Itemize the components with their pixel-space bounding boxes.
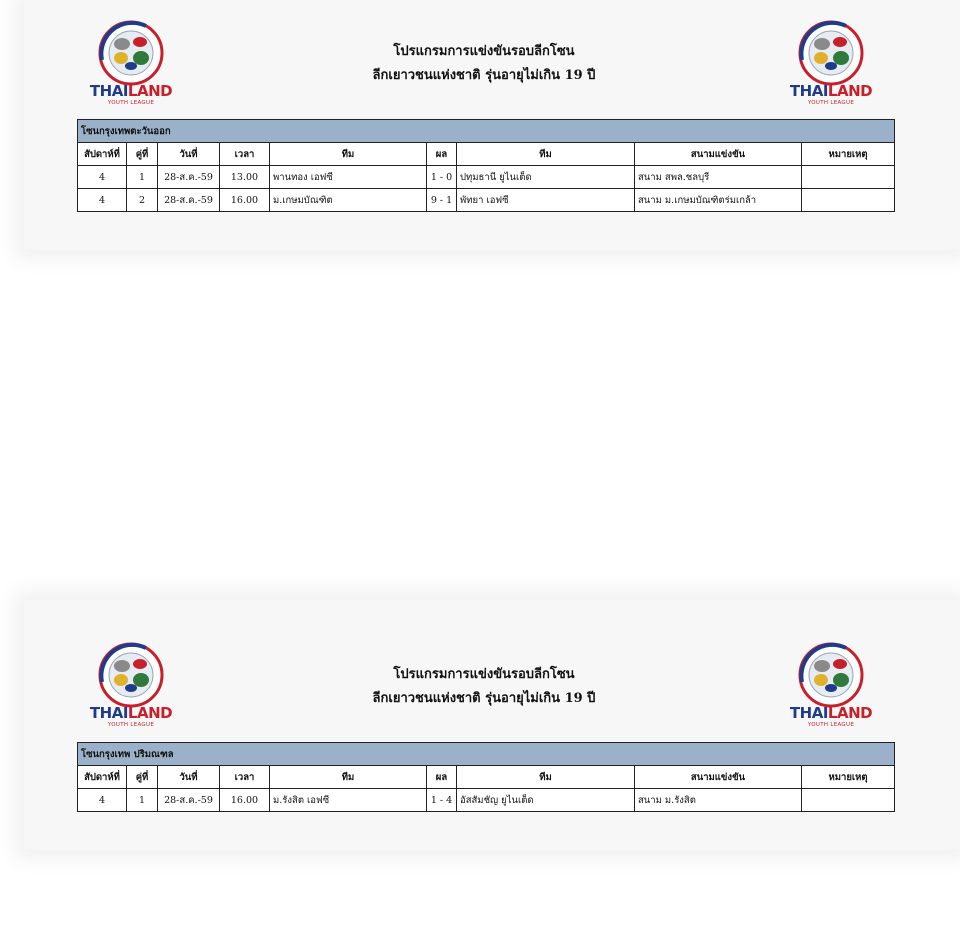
column-header-row	[78, 143, 895, 166]
col-week: สัปดาห์ที่	[78, 766, 127, 789]
cell-date: 28-ส.ค.-59	[158, 166, 220, 189]
cell-home-team: ม.เกษมบัณฑิต	[270, 189, 427, 212]
thailand-youth-league-logo: THAILAND YOUTH LEAGUE	[786, 642, 876, 736]
col-venue: สนามแข่งขัน	[635, 766, 802, 789]
col-note: หมายเหตุ	[802, 766, 895, 789]
col-away-team: ทีม	[457, 143, 635, 166]
schedule-sheet-1	[24, 0, 960, 250]
cell-week: 4	[78, 166, 127, 189]
cell-note	[802, 166, 895, 189]
document-title	[324, 40, 644, 88]
title-line-1: โปรแกรมการแข่งขันรอบลีกโซน	[393, 44, 575, 59]
sheet-header	[24, 0, 960, 116]
col-note: หมายเหตุ	[802, 143, 895, 166]
title-line-2: ลีกเยาวชนแห่งชาติ รุ่นอายุไม่เกิน 19 ปี	[372, 691, 596, 706]
table-row	[78, 166, 895, 189]
cell-away-team: ปทุมธานี ยูไนเต็ด	[457, 166, 635, 189]
cell-venue: สนาม สพล.ชลบุรี	[635, 166, 802, 189]
cell-match: 2	[127, 189, 158, 212]
title-line-2: ลีกเยาวชนแห่งชาติ รุ่นอายุไม่เกิน 19 ปี	[372, 68, 596, 83]
thailand-youth-league-logo: THAILAND YOUTH LEAGUE	[786, 20, 876, 114]
cell-time: 16.00	[220, 789, 270, 812]
cell-week: 4	[78, 789, 127, 812]
cell-time: 13.00	[220, 166, 270, 189]
document-title	[324, 663, 644, 711]
cell-date: 28-ส.ค.-59	[158, 189, 220, 212]
cell-week: 4	[78, 189, 127, 212]
cell-note	[802, 189, 895, 212]
col-score: ผล	[427, 766, 457, 789]
cell-date: 28-ส.ค.-59	[158, 789, 220, 812]
title-line-1: โปรแกรมการแข่งขันรอบลีกโซน	[393, 667, 575, 682]
schedule-table	[77, 119, 895, 212]
cell-away-team: พัทยา เอฟซี	[457, 189, 635, 212]
sheet-header	[24, 600, 960, 740]
col-match: คู่ที่	[127, 143, 158, 166]
zone-title: โซนกรุงเทพตะวันออก	[78, 120, 895, 143]
logo-subtitle: YOUTH LEAGUE	[107, 100, 155, 106]
col-match: คู่ที่	[127, 766, 158, 789]
logo-subtitle: YOUTH LEAGUE	[807, 100, 855, 106]
cell-match: 1	[127, 789, 158, 812]
col-home-team: ทีม	[270, 143, 427, 166]
schedule-sheet-2	[24, 600, 960, 850]
cell-score: 1 - 0	[427, 166, 457, 189]
col-date: วันที่	[158, 766, 220, 789]
logo-subtitle: YOUTH LEAGUE	[107, 722, 155, 728]
cell-time: 16.00	[220, 189, 270, 212]
cell-home-team: พานทอง เอฟซี	[270, 166, 427, 189]
col-week: สัปดาห์ที่	[78, 143, 127, 166]
col-time: เวลา	[220, 143, 270, 166]
schedule-table	[77, 742, 895, 812]
cell-away-team: อัสสัมชัญ ยูไนเต็ด	[457, 789, 635, 812]
cell-match: 1	[127, 166, 158, 189]
col-time: เวลา	[220, 766, 270, 789]
cell-note	[802, 789, 895, 812]
col-score: ผล	[427, 143, 457, 166]
cell-venue: สนาม ม.เกษมบัณฑิตร่มเกล้า	[635, 189, 802, 212]
logo-subtitle: YOUTH LEAGUE	[807, 722, 855, 728]
table-row	[78, 789, 895, 812]
col-away-team: ทีม	[457, 766, 635, 789]
col-home-team: ทีม	[270, 766, 427, 789]
col-date: วันที่	[158, 143, 220, 166]
cell-score: 1 - 4	[427, 789, 457, 812]
thailand-youth-league-logo: THAILAND YOUTH LEAGUE	[86, 642, 176, 736]
zone-header-row	[78, 120, 895, 143]
cell-venue: สนาม ม.รังสิต	[635, 789, 802, 812]
cell-home-team: ม.รังสิต เอฟซี	[270, 789, 427, 812]
zone-header-row	[78, 743, 895, 766]
zone-title: โซนกรุงเทพ ปริมณฑล	[78, 743, 895, 766]
thailand-youth-league-logo: THAILAND YOUTH LEAGUE	[86, 20, 176, 114]
table-row	[78, 189, 895, 212]
col-venue: สนามแข่งขัน	[635, 143, 802, 166]
column-header-row	[78, 766, 895, 789]
cell-score: 9 - 1	[427, 189, 457, 212]
